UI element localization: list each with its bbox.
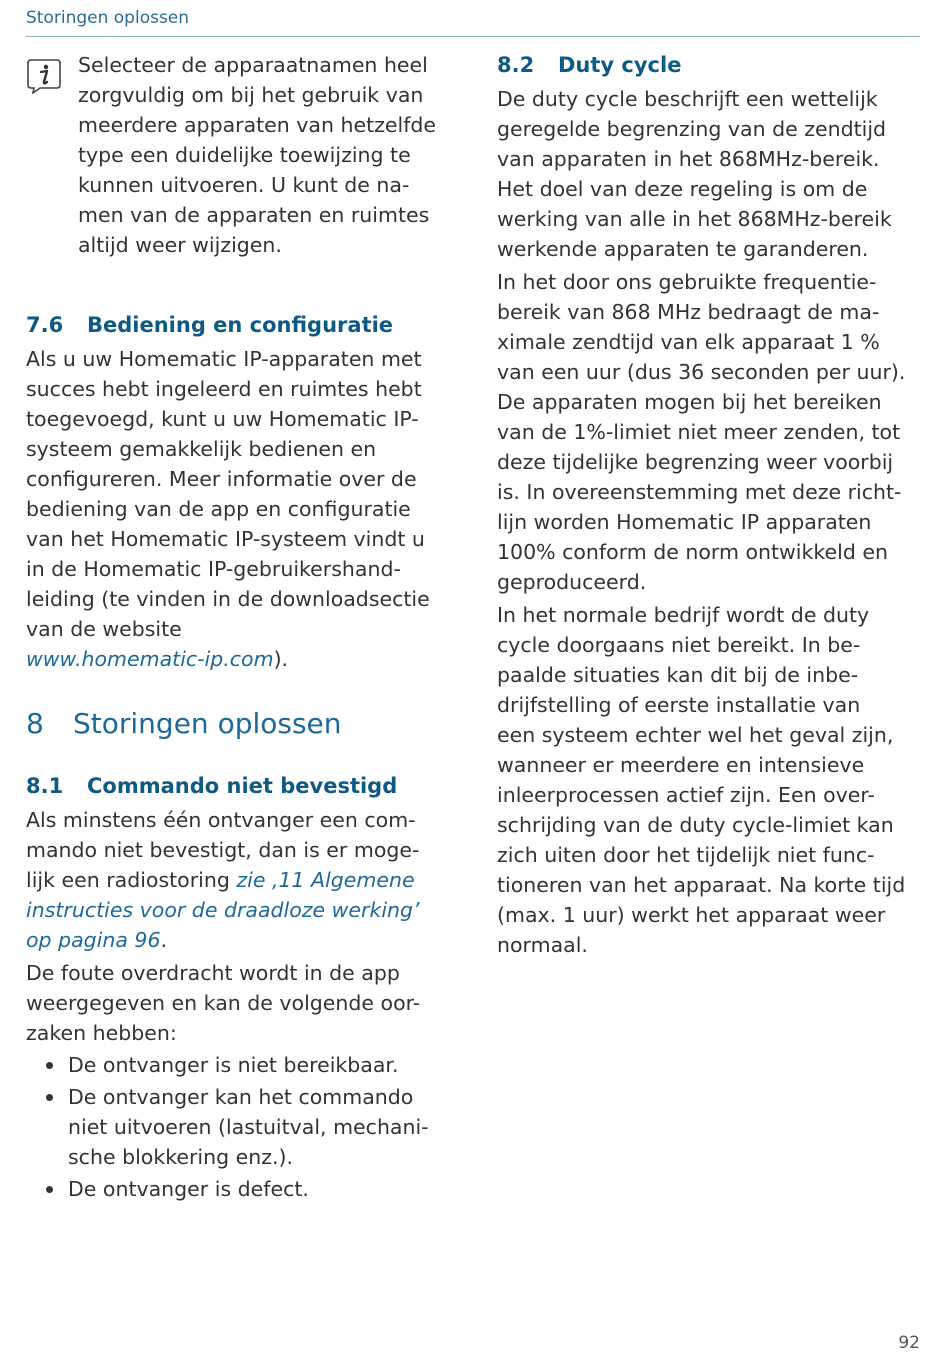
body-line: Het doel van deze regeling is om de [497, 177, 868, 201]
body-line: van de 1%-limiet niet meer zenden, tot [497, 420, 901, 444]
body-line: Als u uw Homematic IP-apparaten met [26, 347, 422, 371]
body-line [26, 925, 456, 955]
body-line: geproduceerd. [497, 570, 647, 594]
link-suffix: ). [273, 647, 289, 671]
body-line: De apparaten mogen bij het bereiken [497, 390, 882, 414]
body-line: weergegeven en kan de volgende oor- [26, 991, 421, 1015]
note-line: type een duidelijke toewijzing te [78, 143, 411, 167]
chapter-8-heading [26, 704, 456, 744]
body-line: geregelde begrenzing van de zendtijd [497, 117, 887, 141]
body-line: wanneer er meerdere en intensieve [497, 753, 865, 777]
section-number: 7.6 [26, 313, 64, 337]
section-number: 8.1 [26, 774, 64, 798]
body-line: cycle doorgaans niet bereikt. In be- [497, 633, 861, 657]
body-line: van de website [26, 617, 182, 641]
section-title: Duty cycle [558, 53, 682, 77]
body-line: van het Homematic IP-systeem vindt u [26, 527, 425, 551]
body-line: paalde situaties kan dit bij de inbe- [497, 663, 859, 687]
note-line: zorgvuldig om bij het gebruik van [78, 83, 424, 107]
body-line: van apparaten in het 868MHz-bereik. [497, 147, 880, 171]
body-line: systeem gemakkelijk bedienen en [26, 437, 377, 461]
body-line [26, 644, 456, 674]
website-link[interactable]: www.homematic-ip.com [26, 647, 274, 671]
chapter-number: 8 [26, 707, 44, 740]
body-line: is. In overeenstemming met deze richt- [497, 480, 902, 504]
list-item-line: niet uitvoeren (lastuitval, mechani- [68, 1115, 429, 1139]
section-number: 8.2 [497, 53, 535, 77]
body-line: zich uiten door het tijdelijk niet func- [497, 843, 875, 867]
body-line: werking van alle in het 868MHz-bereik [497, 207, 892, 231]
body-line: bereik van 868 MHz bedraagt de ma- [497, 300, 880, 324]
list-item-line: De ontvanger is defect. [68, 1177, 309, 1201]
body-line: zaken hebben: [26, 1021, 177, 1045]
bullet-icon [46, 1094, 53, 1101]
cross-reference-link[interactable]: op pagina 96 [26, 928, 161, 952]
body-line: In het normale bedrijf wordt de duty [497, 603, 870, 627]
body-line: een systeem echter wel het geval zijn, [497, 723, 894, 747]
body-line: 100% conform de norm ontwikkeld en [497, 540, 888, 564]
section-8-2-heading [497, 50, 922, 80]
cause-list [26, 1050, 456, 1204]
note-line: altijd weer wijzigen. [78, 233, 282, 257]
body-line: van een uur (dus 36 seconden per uur). [497, 360, 906, 384]
list-item [26, 1050, 456, 1080]
note-line: men van de apparaten en ruimtes [78, 203, 430, 227]
body-line: werkende apparaten te garanderen. [497, 237, 869, 261]
paragraph [497, 84, 922, 264]
bullet-icon [46, 1186, 53, 1193]
link-suffix: . [160, 928, 168, 952]
body-line: in de Homematic IP-gebruikershand- [26, 557, 401, 581]
list-item-line: De ontvanger kan het commando [68, 1085, 414, 1109]
section-7-6-heading [26, 310, 456, 340]
running-header: Storingen oplossen [26, 8, 190, 28]
body-line: mando niet bevestigt, dan is er moge- [26, 838, 420, 862]
section-title: Commando niet bevestigd [87, 774, 398, 798]
list-item [26, 1174, 456, 1204]
body-line: De duty cycle beschrijft een wettelijk [497, 87, 878, 111]
body-line: inleerprocessen actief zijn. Een over- [497, 783, 875, 807]
bullet-icon [46, 1062, 53, 1069]
note-line: meerdere apparaten van hetzelfde [78, 113, 437, 137]
section-8-1-heading [26, 771, 456, 801]
body-line: drijfstelling of eerste installatie van [497, 693, 861, 717]
paragraph [497, 600, 922, 960]
body-line [26, 865, 456, 895]
body-line: ximale zendtijd van elk apparaat 1 % [497, 330, 880, 354]
body-line: tioneren van het apparaat. Na korte tijd [497, 873, 906, 897]
body-line: bediening van de app en configuratie [26, 497, 411, 521]
cross-reference-link[interactable]: zie ‚11 Algemene [236, 868, 415, 892]
body-line [26, 895, 456, 925]
note-line: Selecteer de apparaatnamen heel [78, 53, 428, 77]
note-line: kunnen uitvoeren. U kunt de na- [78, 173, 410, 197]
page-number: 92 [898, 1333, 920, 1353]
paragraph [497, 267, 922, 597]
body-line: deze tijdelijke begrenzing weer voorbij [497, 450, 894, 474]
body-line: De foute overdracht wordt in de app [26, 961, 400, 985]
body-line: normaal. [497, 933, 588, 957]
body-line: succes hebt ingeleerd en ruimtes hebt [26, 377, 422, 401]
line-prefix: lijk een radiostoring [26, 868, 237, 892]
body-line: In het door ons gebruikte frequentie- [497, 270, 877, 294]
body-line: lijn worden Homematic IP apparaten [497, 510, 872, 534]
body-line: schrijding van de duty cycle-limiet kan [497, 813, 894, 837]
cross-reference-link[interactable]: instructies voor de draadloze werking’ [26, 898, 420, 922]
body-line: leiding (te vinden in de downloadsectie [26, 587, 430, 611]
right-column [497, 50, 922, 960]
left-column [26, 50, 456, 1206]
list-item-line: sche blokkering enz.). [68, 1145, 293, 1169]
info-note [26, 50, 456, 260]
body-line: (max. 1 uur) werkt het apparaat weer [497, 903, 886, 927]
body-line: Als minstens één ontvanger een com- [26, 808, 416, 832]
section-title: Bediening en configuratie [87, 313, 394, 337]
body-line: configureren. Meer informatie over de [26, 467, 417, 491]
header-rule [26, 36, 920, 37]
list-item [26, 1082, 456, 1172]
body-line: toegevoegd, kunt u uw Homematic IP- [26, 407, 419, 431]
chapter-title: Storingen oplossen [73, 707, 342, 740]
list-item-line: De ontvanger is niet bereikbaar. [68, 1053, 399, 1077]
info-icon [26, 58, 62, 94]
